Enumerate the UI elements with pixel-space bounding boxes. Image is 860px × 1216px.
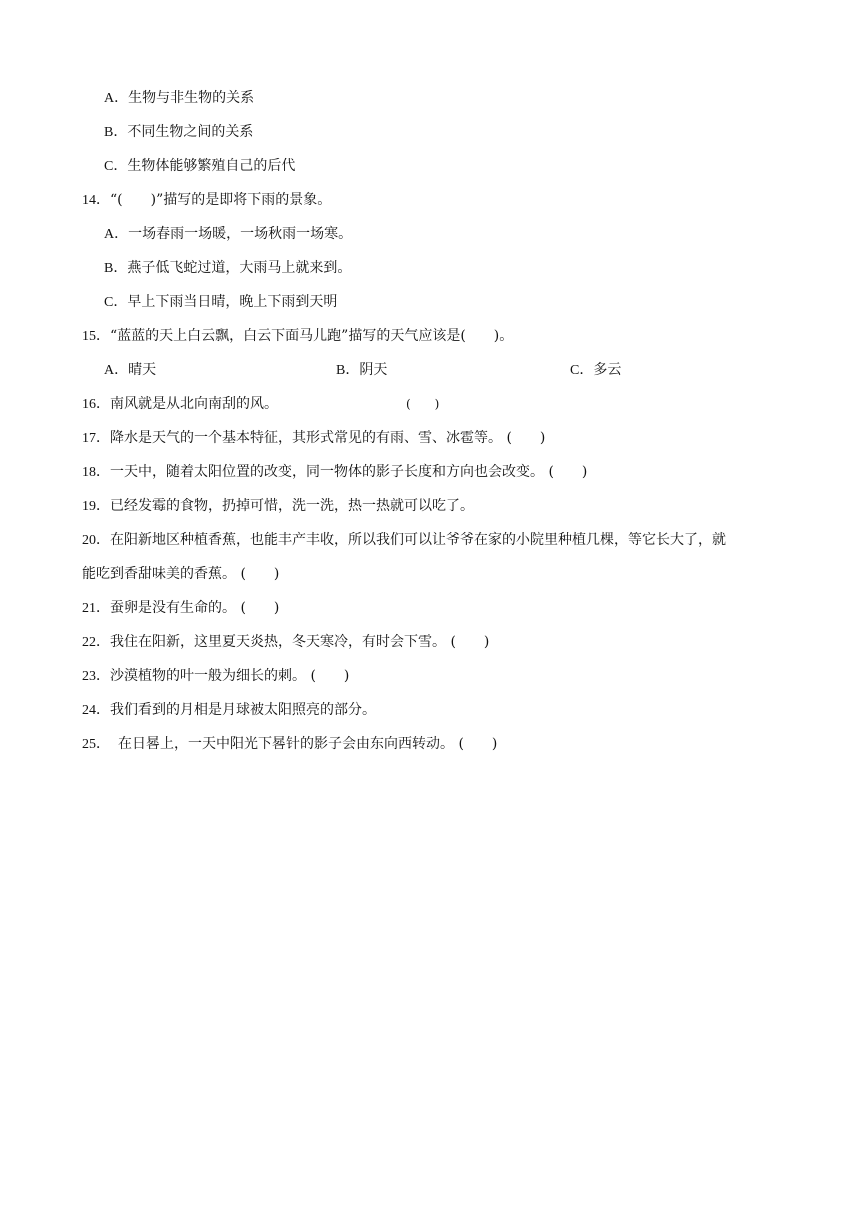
option-letter: C． (104, 159, 128, 174)
question-text: 一天中，随着太阳位置的改变，同一物体的影子长度和方向也会改变。 ( ) (110, 464, 588, 480)
option-text: 多云 (593, 362, 622, 378)
question-21 (82, 598, 279, 619)
question-17 (82, 428, 545, 449)
question-number: 20． (82, 533, 110, 548)
q13-option-a (104, 88, 254, 109)
question-text: 我们看到的月相是月球被太阳照亮的部分。 (110, 702, 376, 718)
option-text: 燕子低飞蛇过道，大雨马上就来到。 (127, 260, 352, 276)
option-text: 一场春雨一场暖，一场秋雨一场寒。 (128, 226, 353, 242)
option-letter: A． (104, 91, 129, 106)
question-number: 16． (82, 397, 110, 412)
option-letter: B． (336, 363, 360, 378)
option-text: 生物体能够繁殖自己的后代 (127, 158, 296, 174)
option-text: 早上下雨当日晴，晚上下雨到天明 (127, 294, 338, 310)
option-letter: C． (570, 363, 594, 378)
question-text: “( )”描写的是即将下雨的景象。 (110, 192, 332, 208)
question-text: 在日晷上，一天中阳光下晷针的影子会由东向西转动。 ( ) (118, 736, 498, 752)
option-letter: B． (104, 125, 128, 140)
option-text: 阴天 (359, 362, 388, 378)
question-15 (82, 326, 513, 347)
question-number: 22． (82, 635, 110, 650)
question-text: 已经发霉的食物，扔掉可惜，洗一洗，热一热就可以吃了。 (110, 498, 474, 514)
question-14 (82, 190, 331, 211)
question-text: 南风就是从北向南刮的风。 (110, 396, 278, 412)
question-number: 14． (82, 193, 110, 208)
q13-option-c (104, 156, 295, 177)
q15-option-a (104, 360, 156, 381)
question-text: 沙漠植物的叶一般为细长的刺。 ( ) (110, 668, 350, 684)
question-number: 24． (82, 703, 110, 718)
question-25 (82, 734, 497, 755)
question-19 (82, 496, 474, 517)
q13-option-b (104, 122, 253, 143)
question-24 (82, 700, 376, 721)
q15-option-c (570, 360, 621, 381)
question-number: 15． (82, 329, 110, 344)
question-20-continued: 能吃到香甜味美的香蕉。 ( ) (82, 566, 280, 582)
question-number: 21． (82, 601, 110, 616)
question-text: 在阳新地区种植香蕉，也能丰产丰收，所以我们可以让爷爷在家的小院里种植几棵，等它长大了，就 (110, 532, 726, 548)
question-number: 25． (82, 737, 110, 752)
question-16 (82, 394, 278, 415)
option-text: 生物与非生物的关系 (128, 90, 255, 106)
option-letter: A． (104, 363, 129, 378)
question-text: 蚕卵是没有生命的。 ( ) (110, 600, 280, 616)
option-text: 不同生物之间的关系 (127, 124, 254, 140)
question-text: 我住在阳新，这里夏天炎热，冬天寒冷，有时会下雪。 ( ) (110, 634, 490, 650)
q14-option-c (104, 292, 337, 313)
q14-option-b (104, 258, 351, 279)
q15-option-b (336, 360, 387, 381)
option-text: 晴天 (128, 362, 157, 378)
answer-blank: ( ) (406, 397, 440, 411)
option-letter: B． (104, 261, 128, 276)
question-text: “蓝蓝的天上白云飘，白云下面马儿跑”描写的天气应该是( )。 (110, 328, 514, 344)
question-number: 17． (82, 431, 110, 446)
question-text: 降水是天气的一个基本特征，其形式常见的有雨、雪、冰雹等。 ( ) (110, 430, 546, 446)
question-number: 19． (82, 499, 110, 514)
option-letter: C． (104, 295, 128, 310)
question-22 (82, 632, 489, 653)
question-18 (82, 462, 587, 483)
question-23 (82, 666, 349, 687)
question-number: 18． (82, 465, 110, 480)
q14-option-a (104, 224, 352, 245)
option-letter: A． (104, 227, 129, 242)
question-number: 23． (82, 669, 110, 684)
question-20 (82, 530, 726, 551)
